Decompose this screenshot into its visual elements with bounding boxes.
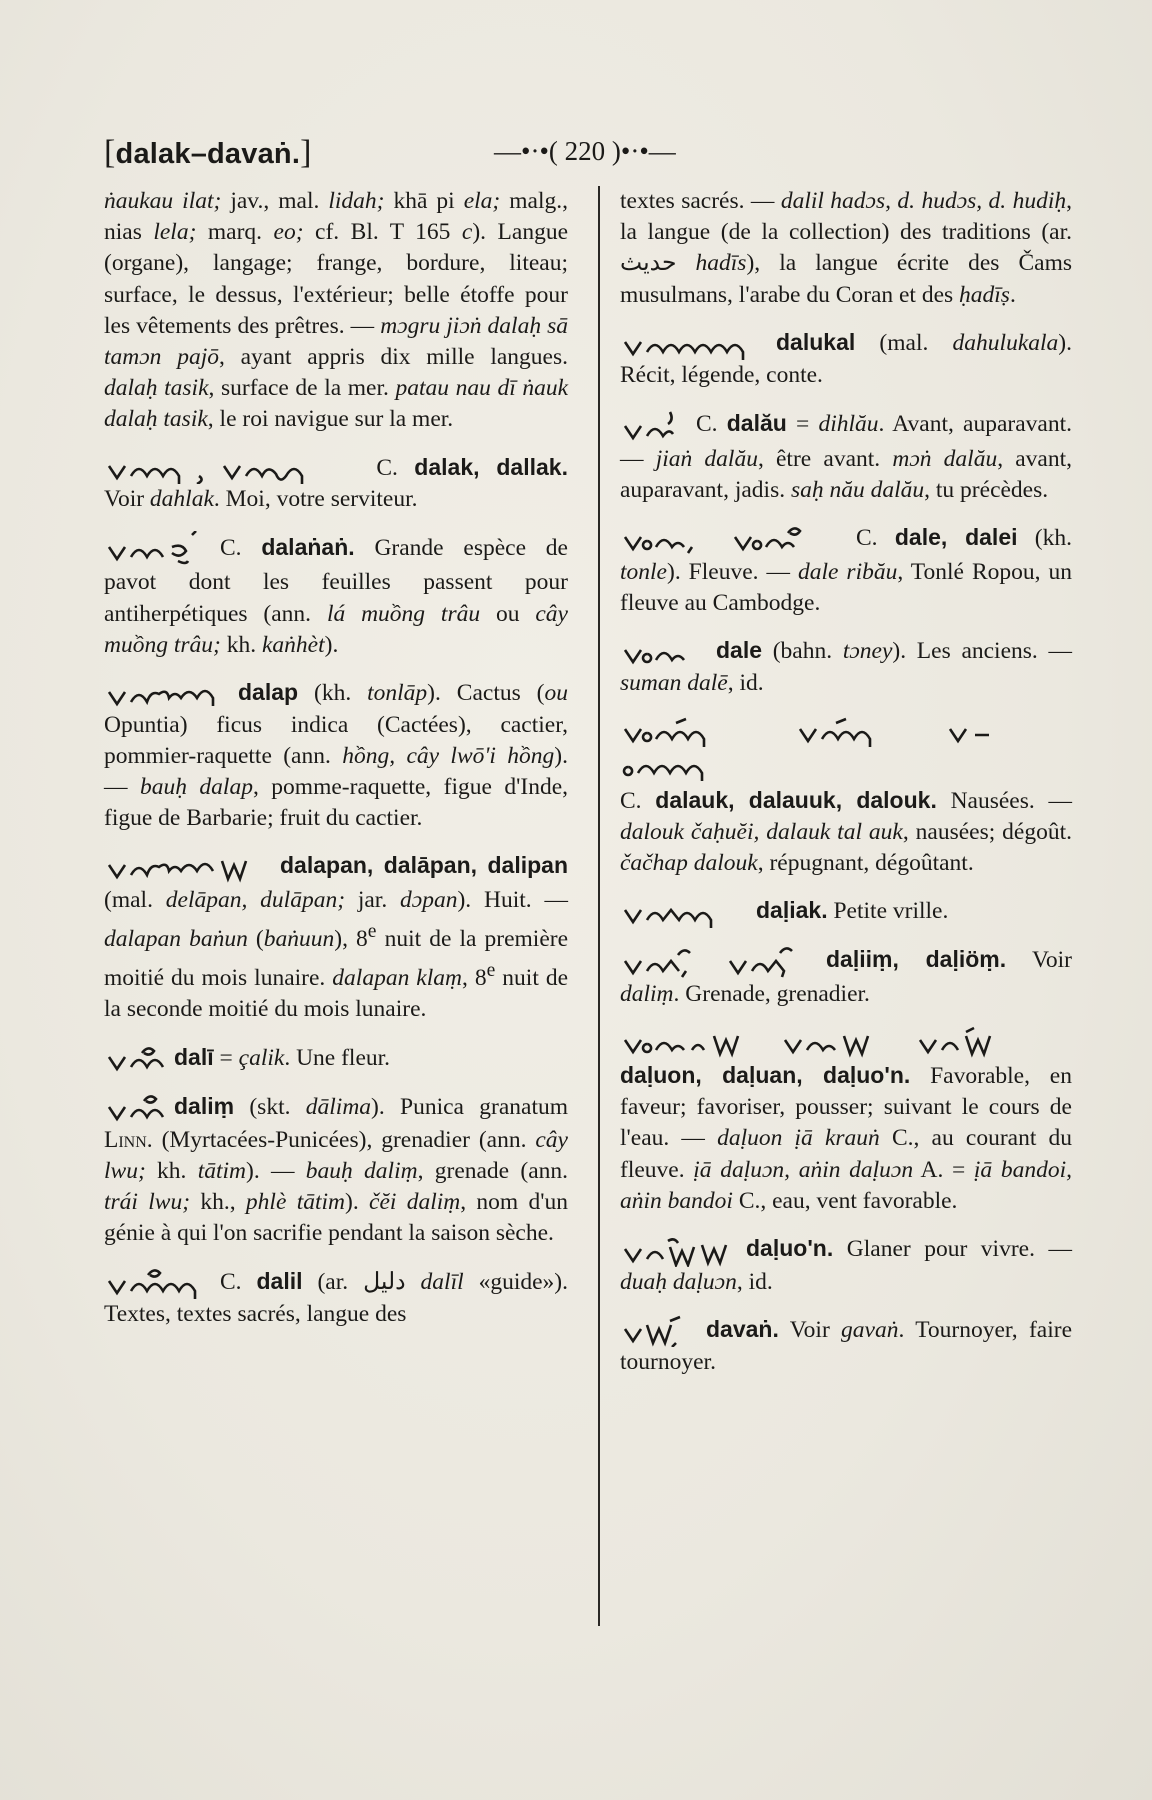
entry-dale-2: dale (bahn. tɔney). Les anciens. — suman dalē, id. [620,637,1072,696]
cham-script-icon [620,638,710,668]
entry-dalil: C. dalil (ar. دليل dalīl «guide»). Textes, textes sacrés, langue des [104,1267,568,1328]
entry-dale: C. dale, dalei (kh. tonle). Fleuve. — dale ribău, Tonlé Ropou, un fleuve au Cambodge. [620,524,1072,616]
left-column [104,186,568,1348]
entry-dali: dalī = çalik. Une fleur. [104,1042,568,1076]
entry-dalim: daliṃ (skt. dālima). Punica granatum Linn. (Myrtacées-Punicées), grenadier (ann. cây lwu; kh. tātim). — bauḥ daliṃ, grenade (ann. trái lwu; kh., phlè tātim). čĕi daliṃ, nom d'un génie à qui l'on sacrifie pendant la saison sèche. [104,1093,569,1247]
entry-daliim: daḷiiṃ, daḷiöṃ. Voir daliṃ. Grenade, grenadier. [620,946,1072,1007]
cham-script-icon [620,1315,700,1347]
cham-script-icon [104,531,214,567]
cham-script-icon [620,1235,740,1267]
cham-script-icon [104,1093,168,1125]
cham-script-icon [620,898,750,928]
cham-script-icon [620,523,850,557]
cham-script-icon [620,945,820,979]
entry-dalau: C. dalău = dihlău. Avant, auparavant. — jiaṅ dalău, être avant. mɔṅ dalău, avant, auparavant, jadis. saḥ nău dalău, tu précèdes. [620,408,1072,506]
column-divider [598,186,600,1626]
cham-script-icon [620,328,770,360]
cham-script-icon [620,715,1060,785]
cham-script-icon [104,454,354,484]
cham-script-icon [620,408,690,444]
entry-daluon: daḷuon, daḷuan, daḷuo'n. Favorable, en faveur; favoriser, pousser; suivant le cours de l'eau. — daḷuon ịā krauṅ C., au courant du fleuve. ịā daḷuɔn, aṅin daḷuɔn A. = ịā bandoi, aṅin bandoi C., eau, vent favorable. [620,1026,1072,1217]
entry-dalap: dalap (kh. tonlāp). Cactus (ou Opuntia) ficus indica (Cactées), cactier, pommier-raquette (ann. hồng, cây lwō'i hồng). — bauḥ dalap, pomme-raquette, figue d'Inde, figue de Barbarie; fruit du cactier. [104,679,569,832]
cham-script-icon [104,1043,168,1075]
cham-script-icon [620,1026,1060,1060]
entry-dalah-cont: ṅaukau ilat; jav., mal. lidah; khā pi ela; malg., nias lela; marq. eo; cf. Bl. T 165 c). Langue (organe), langage; frange, bordure, liteau; surface, le dessus, l'extérieur; belle étoffe pour les vêtements des prêtres. — mɔgru jiɔṅ dalaḥ sā tamɔn pajō, ayant appris dix mille langues. dalaḥ tasik, surface de la mer. patau nau dī ṅauk dalaḥ tasik, le roi navigue sur la mer. [104,188,569,433]
entry-dalanan: C. dalaṅaṅ. Grande espèce de pavot dont les feuilles passent pour antiherpétiques (ann. lá muồng trâu ou cây muồng trâu; kh. kaṅhèt). [104,531,568,661]
entry-dalil-cont: textes sacrés. — dalil hadɔs, d. hudɔs, d. hudiḥ, la langue (de la collection) des traditions (ar. حديث hadīs), la langue écrite des Čams musulmans, l'arabe du Coran et des ḥadīṣ. [620,188,1072,308]
entry-davan: davaṅ. Voir gavaṅ. Tournoyer, faire tournoyer. [620,1315,1072,1376]
entry-daluon-2: daḷuo'n. Glaner pour vivre. — duaḥ daḷuɔn, id. [620,1234,1072,1295]
cham-script-icon [104,1267,214,1299]
entry-dalak: C. dalak, dallak. Voir dahlak. Moi, votre serviteur. [104,453,568,513]
running-head: [dalak–davaṅ.] [104,134,312,171]
right-column [620,186,1072,1395]
entry-dalauk: C. dalauk, dalauuk, dalouk. Nausées. — dalouk čaḥuĕi, dalauk tal auk, nausées; dégoût. čačhap dalouk, répugnant, dégoûtant. [620,715,1072,880]
running-head-text: dalak–davaṅ. [115,138,301,170]
cham-script-icon [104,851,274,885]
entry-dalukal: dalukal (mal. dahulukala). Récit, légende, conte. [620,328,1072,389]
page-number: —•·•( 220 )•·•— [494,136,676,166]
entry-daliak: daḷiak. Petite vrille. [620,895,1072,928]
cham-script-icon [104,680,232,710]
entry-dalapan: dalapan, dalāpan, dalipan (mal. delāpan, dulāpan; jar. dɔpan). Huit. — dalapan baṅun (baṅuun), 8e nuit de la première moitié du mois lunaire. dalapan klaṃ, 8e nuit de la seconde moitié du mois lunaire. [104,852,569,1023]
page-header [104,134,1064,178]
